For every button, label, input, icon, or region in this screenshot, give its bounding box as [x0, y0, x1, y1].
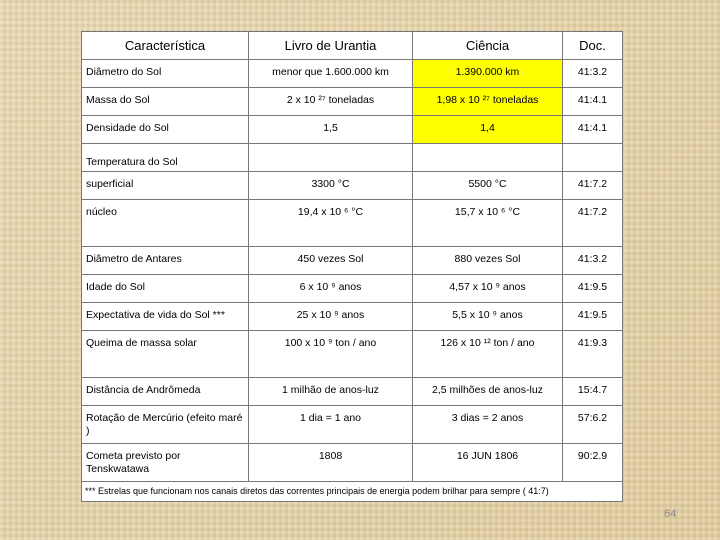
- doc-ref: 41:3.2: [563, 247, 623, 275]
- doc-ref: 41:4.1: [563, 116, 623, 144]
- footnote-row: [82, 482, 623, 502]
- ciencia-value: 1,98 x 10 ²⁷ toneladas: [413, 88, 563, 116]
- urantia-value: 1 milhão de anos-luz: [249, 378, 413, 406]
- ciencia-value: 15,7 x 10 ⁶ °C: [413, 200, 563, 247]
- page-number: 64: [664, 508, 677, 520]
- doc-ref: 90:2.9: [563, 444, 623, 482]
- table-row: [82, 200, 623, 247]
- ciencia-value: 880 vezes Sol: [413, 247, 563, 275]
- urantia-value: 450 vezes Sol: [249, 247, 413, 275]
- ciencia-value: 5,5 x 10 ⁹ anos: [413, 303, 563, 331]
- row-label: Diâmetro de Antares: [82, 247, 249, 275]
- header-row: [82, 32, 623, 60]
- doc-ref: 41:4.1: [563, 88, 623, 116]
- table-row: [82, 275, 623, 303]
- header-doc: Doc.: [563, 32, 623, 60]
- doc-ref: 41:9.5: [563, 275, 623, 303]
- row-label: Diâmetro do Sol: [82, 60, 249, 88]
- table-row: [82, 406, 623, 444]
- header-ciencia: Ciência: [413, 32, 563, 60]
- urantia-value: 25 x 10 ⁹ anos: [249, 303, 413, 331]
- ciencia-value: 126 x 10 ¹² ton / ano: [413, 331, 563, 378]
- row-label: Queima de massa solar: [82, 331, 249, 378]
- urantia-value: 1 dia = 1 ano: [249, 406, 413, 444]
- row-label: Massa do Sol: [82, 88, 249, 116]
- row-label: Distância de Andrômeda: [82, 378, 249, 406]
- ciencia-value: 1.390.000 km: [413, 60, 563, 88]
- row-label: Expectativa de vida do Sol ***: [82, 303, 249, 331]
- urantia-value: 19,4 x 10 ⁶ °C: [249, 200, 413, 247]
- footnote: *** Estrelas que funcionam nos canais diretos das correntes principais de energia podem brilhar para sempre ( 41:7): [82, 482, 623, 502]
- table-row: [82, 247, 623, 275]
- table-row: [82, 444, 623, 482]
- row-label: Temperatura do Sol: [82, 144, 249, 172]
- doc-ref: 15:4.7: [563, 378, 623, 406]
- urantia-value: 1808: [249, 444, 413, 482]
- table-row: [82, 88, 623, 116]
- doc-ref: 41:9.5: [563, 303, 623, 331]
- ciencia-value: 5500 °C: [413, 172, 563, 200]
- urantia-value: 100 x 10 ⁹ ton / ano: [249, 331, 413, 378]
- comparison-table: [81, 31, 623, 502]
- row-label: Idade do Sol: [82, 275, 249, 303]
- urantia-value: [249, 144, 413, 172]
- doc-ref: 41:7.2: [563, 200, 623, 247]
- table-row: [82, 60, 623, 88]
- ciencia-value: 2,5 milhões de anos-luz: [413, 378, 563, 406]
- urantia-value: 6 x 10 ⁹ anos: [249, 275, 413, 303]
- row-label: Densidade do Sol: [82, 116, 249, 144]
- table-row: [82, 172, 623, 200]
- ciencia-value: [413, 144, 563, 172]
- row-label: Rotação de Mercúrio (efeito maré ): [82, 406, 249, 444]
- header-caracteristica: Característica: [82, 32, 249, 60]
- doc-ref: 41:3.2: [563, 60, 623, 88]
- table-row: [82, 331, 623, 378]
- ciencia-value: 1,4: [413, 116, 563, 144]
- table-row: [82, 303, 623, 331]
- ciencia-value: 16 JUN 1806: [413, 444, 563, 482]
- ciencia-value: 3 dias = 2 anos: [413, 406, 563, 444]
- table-row: [82, 116, 623, 144]
- ciencia-value: 4,57 x 10 ⁹ anos: [413, 275, 563, 303]
- doc-ref: 41:7.2: [563, 172, 623, 200]
- header-livro-de-urantia: Livro de Urantia: [249, 32, 413, 60]
- urantia-value: 3300 °C: [249, 172, 413, 200]
- urantia-value: 1,5: [249, 116, 413, 144]
- row-label: superficial: [82, 172, 249, 200]
- urantia-value: 2 x 10 ²⁷ toneladas: [249, 88, 413, 116]
- table-row: [82, 378, 623, 406]
- doc-ref: 41:9.3: [563, 331, 623, 378]
- urantia-value: menor que 1.600.000 km: [249, 60, 413, 88]
- table-row: [82, 144, 623, 172]
- doc-ref: 57:6.2: [563, 406, 623, 444]
- row-label: núcleo: [82, 200, 249, 247]
- row-label: Cometa previsto por Tenskwatawa: [82, 444, 249, 482]
- doc-ref: [563, 144, 623, 172]
